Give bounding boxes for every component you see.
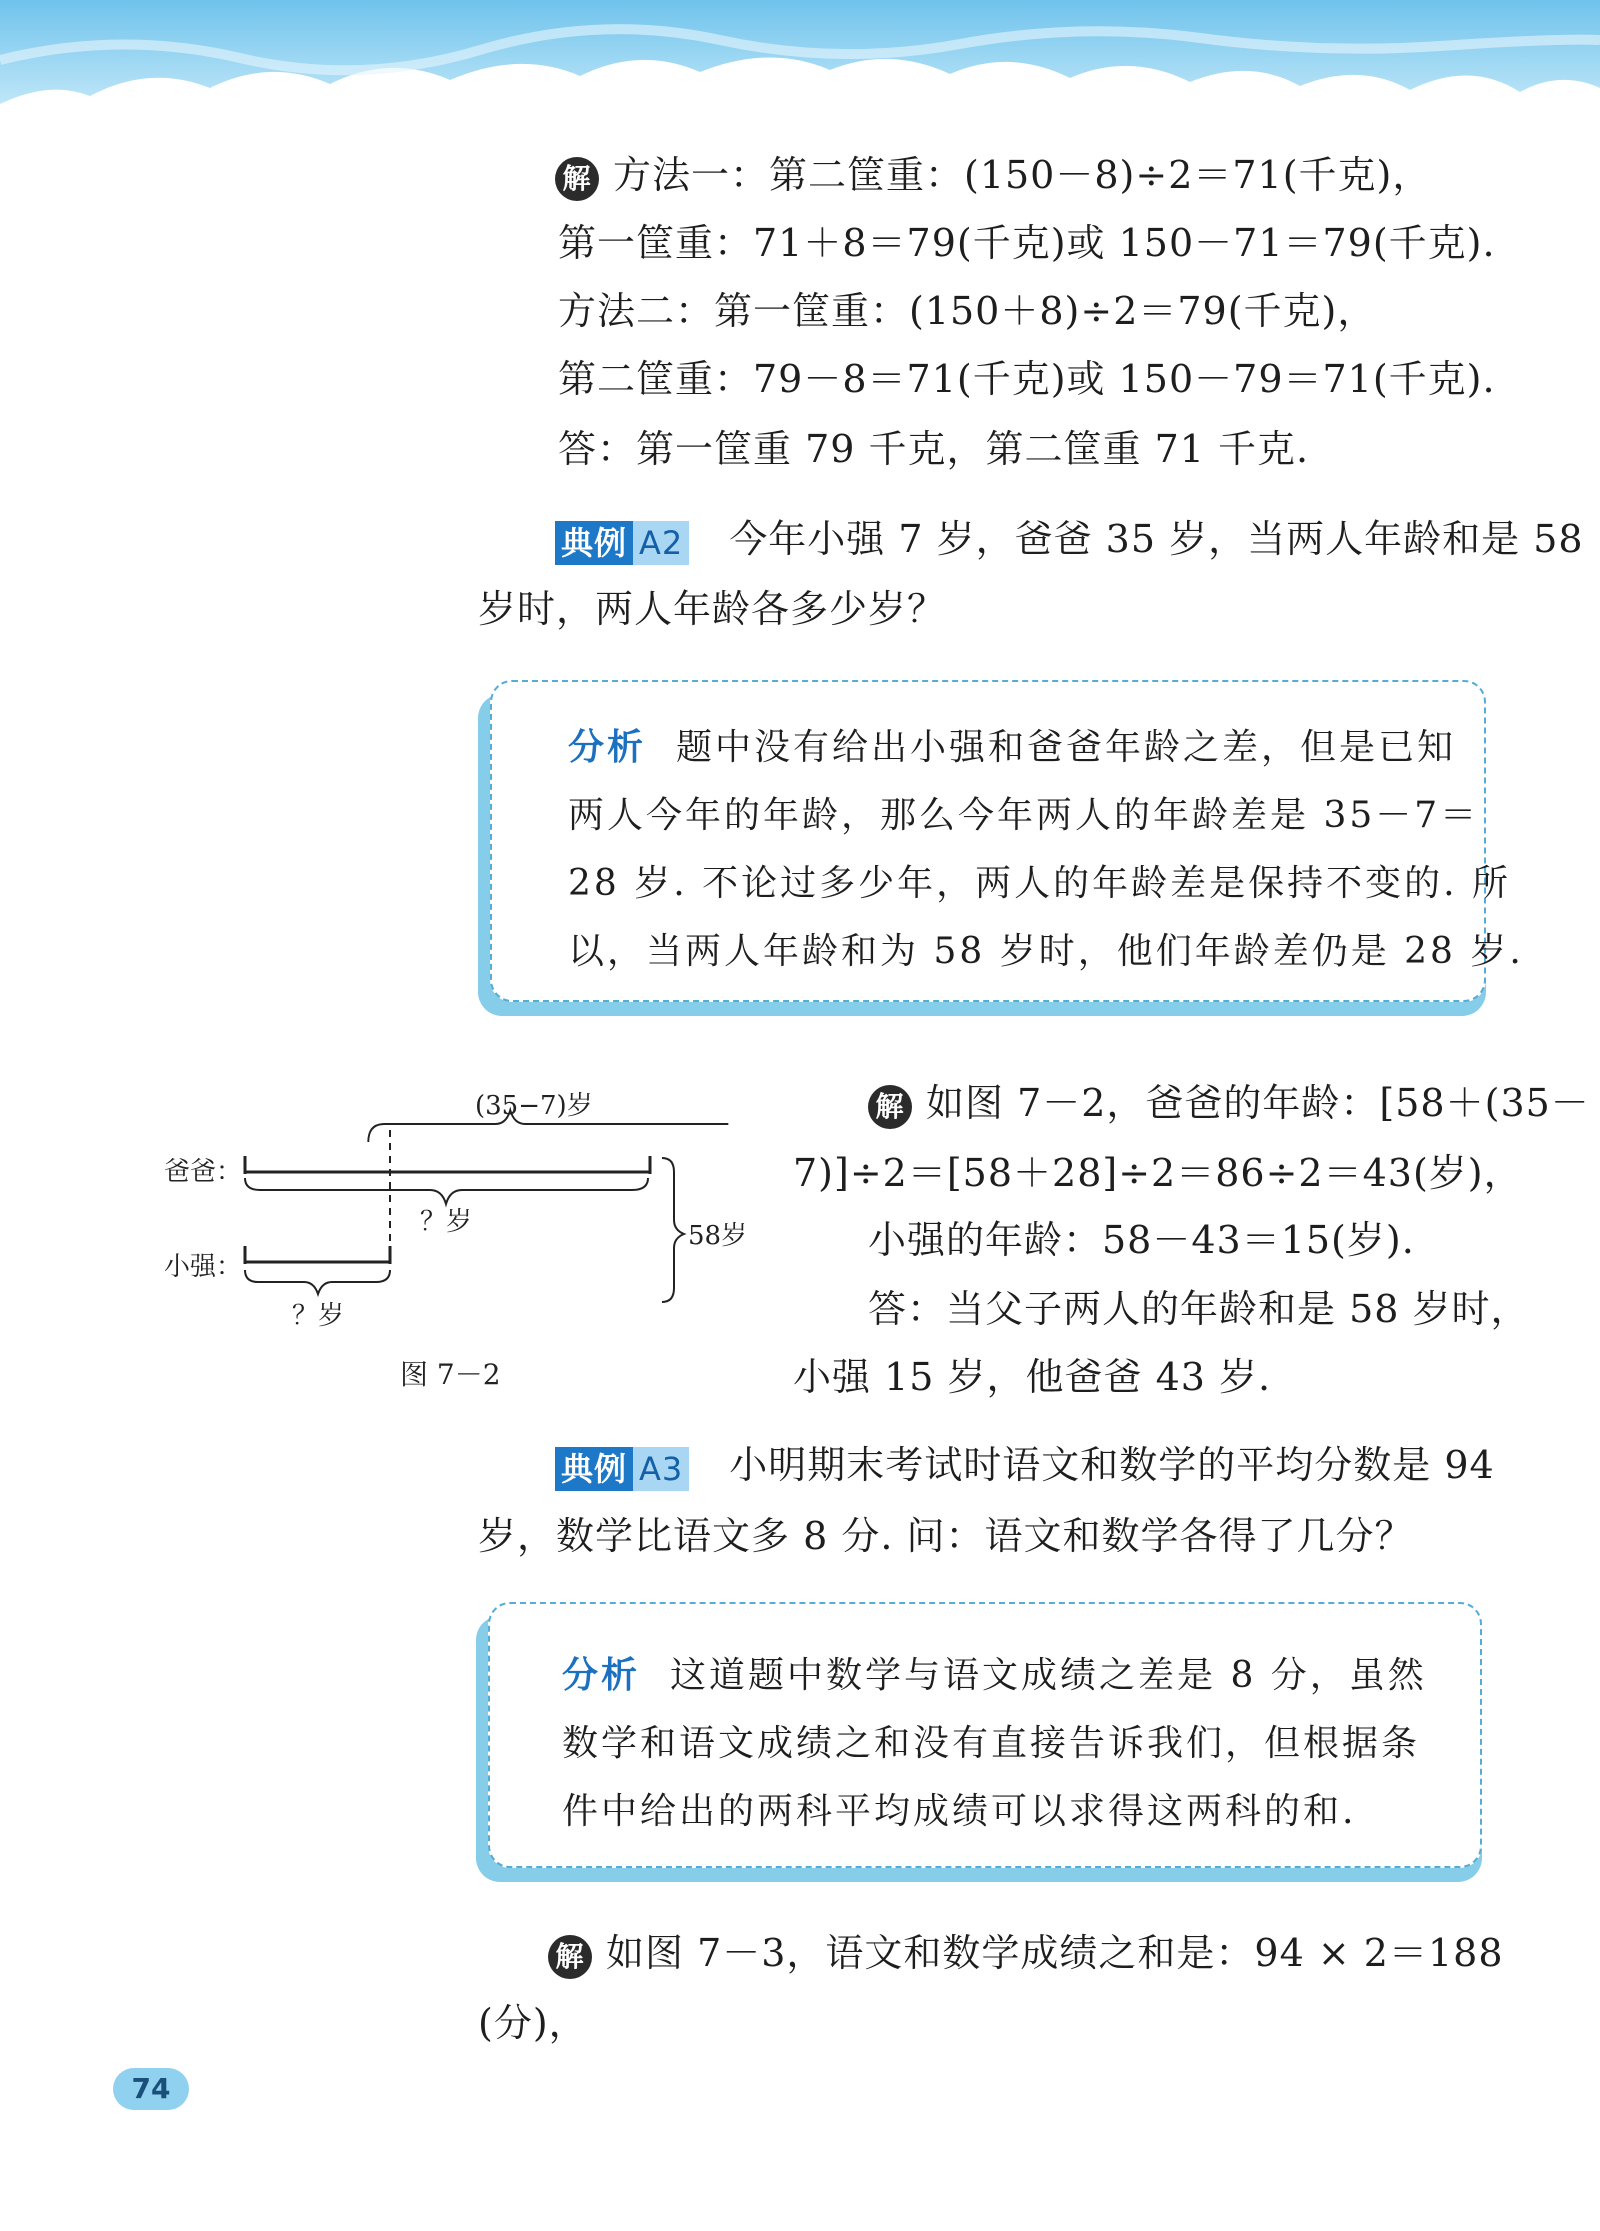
example-a2-text: 今年小强 7 岁，爸爸 35 岁，当两人年龄和是 58: [729, 517, 1584, 561]
brace-bottom-label: ？岁: [292, 1301, 345, 1331]
analysis-box: [488, 1602, 1482, 1868]
solution3-line1: [548, 1928, 1504, 1979]
analysis-box: [490, 680, 1524, 1002]
analysis-label: 分析: [562, 1655, 641, 1696]
analysis-box-frame: [490, 680, 1524, 1002]
analysis-line1: [568, 714, 1456, 782]
son-label: 小强：: [164, 1252, 243, 1282]
analysis-line3: 28 岁. 不论过多少年，两人的年龄差是保持不变的. 所: [568, 863, 1512, 904]
brace-bottom: [245, 1270, 390, 1294]
solution-badge-icon: 解: [555, 157, 599, 201]
example-tag-number: A3: [633, 1447, 689, 1491]
analysis-text: 题中没有给出小强和爸爸年龄之差，但是已知: [676, 727, 1457, 768]
page-number-badge: [113, 2068, 189, 2110]
figure-7-2-diagram: [150, 1080, 770, 1400]
block1-line4: 第二筐重：79－8＝71(千克)或 150－79＝71(千克).: [558, 357, 1496, 401]
solution3-line2: (分)，: [478, 2001, 588, 2045]
solution2-line5: 小强 15 岁，他爸爸 43 岁.: [793, 1355, 1272, 1399]
analysis-line4: 以，当两人年龄和为 58 岁时，他们年龄差仍是 28 岁.: [568, 931, 1524, 972]
solution-line: [555, 150, 1431, 201]
example-tag: [555, 1447, 689, 1491]
brace-right-label: 58岁: [688, 1221, 748, 1251]
analysis2-line3: 件中给出的两科平均成绩可以求得这两科的和.: [562, 1791, 1357, 1832]
block1-line2: 第一筐重：71＋8＝79(千克)或 150－71＝79(千克).: [558, 221, 1496, 265]
example-a3-text: 小明期末考试时语文和数学的平均分数是 94: [729, 1443, 1495, 1487]
analysis-box-frame: [488, 1602, 1482, 1868]
figure-caption: 图 7－2: [400, 1358, 501, 1391]
brace-mid: [245, 1178, 648, 1204]
brace-mid-label: ？岁: [420, 1207, 473, 1237]
example-a3-line2: 岁，数学比语文多 8 分. 问：语文和数学各得了几分？: [478, 1514, 1414, 1558]
example-tag-word: 典例: [555, 1447, 633, 1491]
analysis-label: 分析: [568, 727, 647, 768]
dad-label: 爸爸：: [164, 1157, 243, 1187]
block1-line3: 方法二：第一筐重：(150＋8)÷2＝79(千克)，: [558, 289, 1377, 333]
example-tag-word: 典例: [555, 521, 633, 565]
solution2-text: 如图 7－2，爸爸的年龄：[58＋(35－: [926, 1081, 1590, 1125]
brace-top-label: (35−7)岁: [475, 1091, 593, 1121]
solution-badge-icon: 解: [548, 1935, 592, 1979]
analysis2-text: 这道题中数学与语文成绩之差是 8 分，虽然: [670, 1655, 1427, 1696]
solution2-line3: 小强的年龄：58－43＝15(岁).: [868, 1218, 1415, 1262]
example-a2-line2: 岁时，两人年龄各多少岁？: [478, 587, 947, 631]
example-tag-number: A2: [633, 521, 689, 565]
solution3-text: 如图 7－3，语文和数学成绩之和是：94 × 2＝188: [606, 1931, 1504, 1975]
page-number: 74: [131, 2072, 171, 2105]
solution2-line1: [868, 1078, 1590, 1129]
analysis2-line2: 数学和语文成绩之和没有直接告诉我们，但根据条: [562, 1723, 1421, 1764]
analysis-line2: 两人今年的年龄，那么今年两人的年龄差是 35－7＝: [568, 795, 1480, 836]
brace-right: [662, 1158, 684, 1302]
example-a3-line1: [555, 1440, 1495, 1491]
sky-cloud-banner: [0, 0, 1600, 150]
block1-answer: 答：第一筐重 79 千克，第二筐重 71 千克.: [558, 427, 1310, 471]
analysis2-line1: [562, 1642, 1427, 1710]
solution-badge-icon: 解: [868, 1085, 912, 1129]
example-tag: [555, 521, 689, 565]
block1-line1: 方法一：第二筐重：(150－8)÷2＝71(千克)，: [613, 153, 1432, 197]
example-a2-line1: [555, 514, 1584, 565]
solution2-line2: 7)]÷2＝[58＋28]÷2＝86÷2＝43(岁)，: [793, 1151, 1523, 1195]
solution2-line4: 答：当父子两人的年龄和是 58 岁时，: [868, 1287, 1530, 1331]
